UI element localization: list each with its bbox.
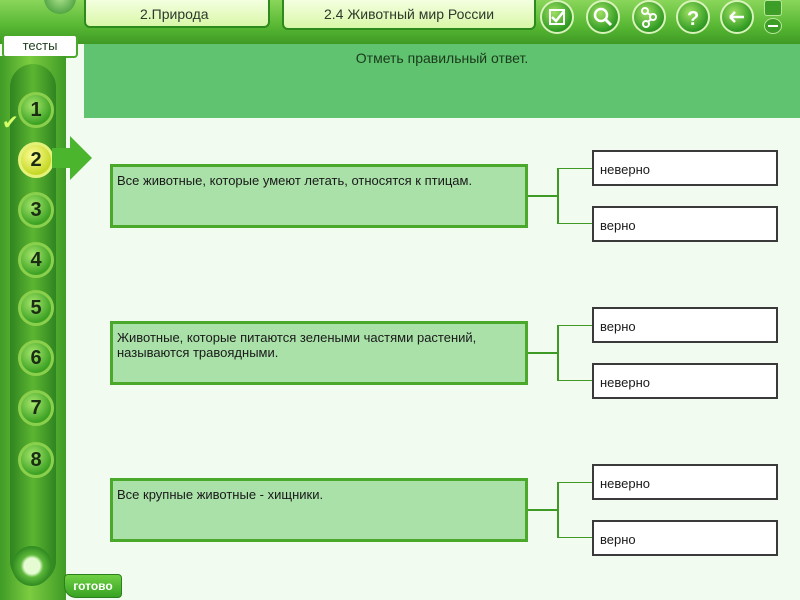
connector-lines [528, 482, 594, 538]
question-nav-2[interactable]: 2 [18, 142, 54, 178]
breadcrumb-section[interactable]: 2.Природа [84, 0, 270, 28]
option-2-a[interactable]: верно [592, 307, 778, 343]
option-1-b[interactable]: верно [592, 206, 778, 242]
map-button[interactable] [632, 0, 666, 34]
connector-lines [528, 325, 594, 381]
question-nav-1[interactable]: 1 [18, 92, 54, 128]
option-3-b[interactable]: верно [592, 520, 778, 556]
minimize-icon[interactable] [764, 18, 782, 34]
help-icon [678, 2, 708, 32]
statement-3: Все крупные животные - хищники. [110, 478, 528, 542]
check-icon [542, 2, 572, 32]
bottom-circle-icon [12, 546, 52, 586]
search-button[interactable] [586, 0, 620, 34]
done-check-icon: ✔ [2, 112, 19, 134]
tests-tab[interactable]: тесты [2, 34, 78, 58]
question-nav-6[interactable]: 6 [18, 340, 54, 376]
network-icon [634, 2, 664, 32]
statement-1: Все животные, которые умеют летать, относятся к птицам. [110, 164, 528, 228]
help-button[interactable] [676, 0, 710, 34]
connector-lines [528, 168, 594, 224]
question-nav-8[interactable]: 8 [18, 442, 54, 478]
instruction-bar [84, 44, 800, 118]
current-question-arrow-icon [52, 136, 92, 180]
question-nav-3[interactable]: 3 [18, 192, 54, 228]
option-3-a[interactable]: неверно [592, 464, 778, 500]
question-nav-5[interactable]: 5 [18, 290, 54, 326]
option-1-a[interactable]: неверно [592, 150, 778, 186]
back-icon [722, 2, 752, 32]
svg-text:?: ? [687, 8, 700, 30]
back-button[interactable] [720, 0, 754, 34]
check-button[interactable] [540, 0, 574, 34]
question-nav-7[interactable]: 7 [18, 390, 54, 426]
window-restore-icon[interactable] [764, 0, 782, 16]
breadcrumb-topic[interactable]: 2.4 Животный мир России [282, 0, 536, 30]
ready-button[interactable]: готово [64, 574, 122, 598]
instruction-text: Отметь правильный ответ. [355, 50, 529, 66]
search-icon [588, 2, 618, 32]
statement-2: Животные, которые питаются зелеными частями растений, называются травоядными. [110, 321, 528, 385]
option-2-b[interactable]: неверно [592, 363, 778, 399]
question-nav-4[interactable]: 4 [18, 242, 54, 278]
